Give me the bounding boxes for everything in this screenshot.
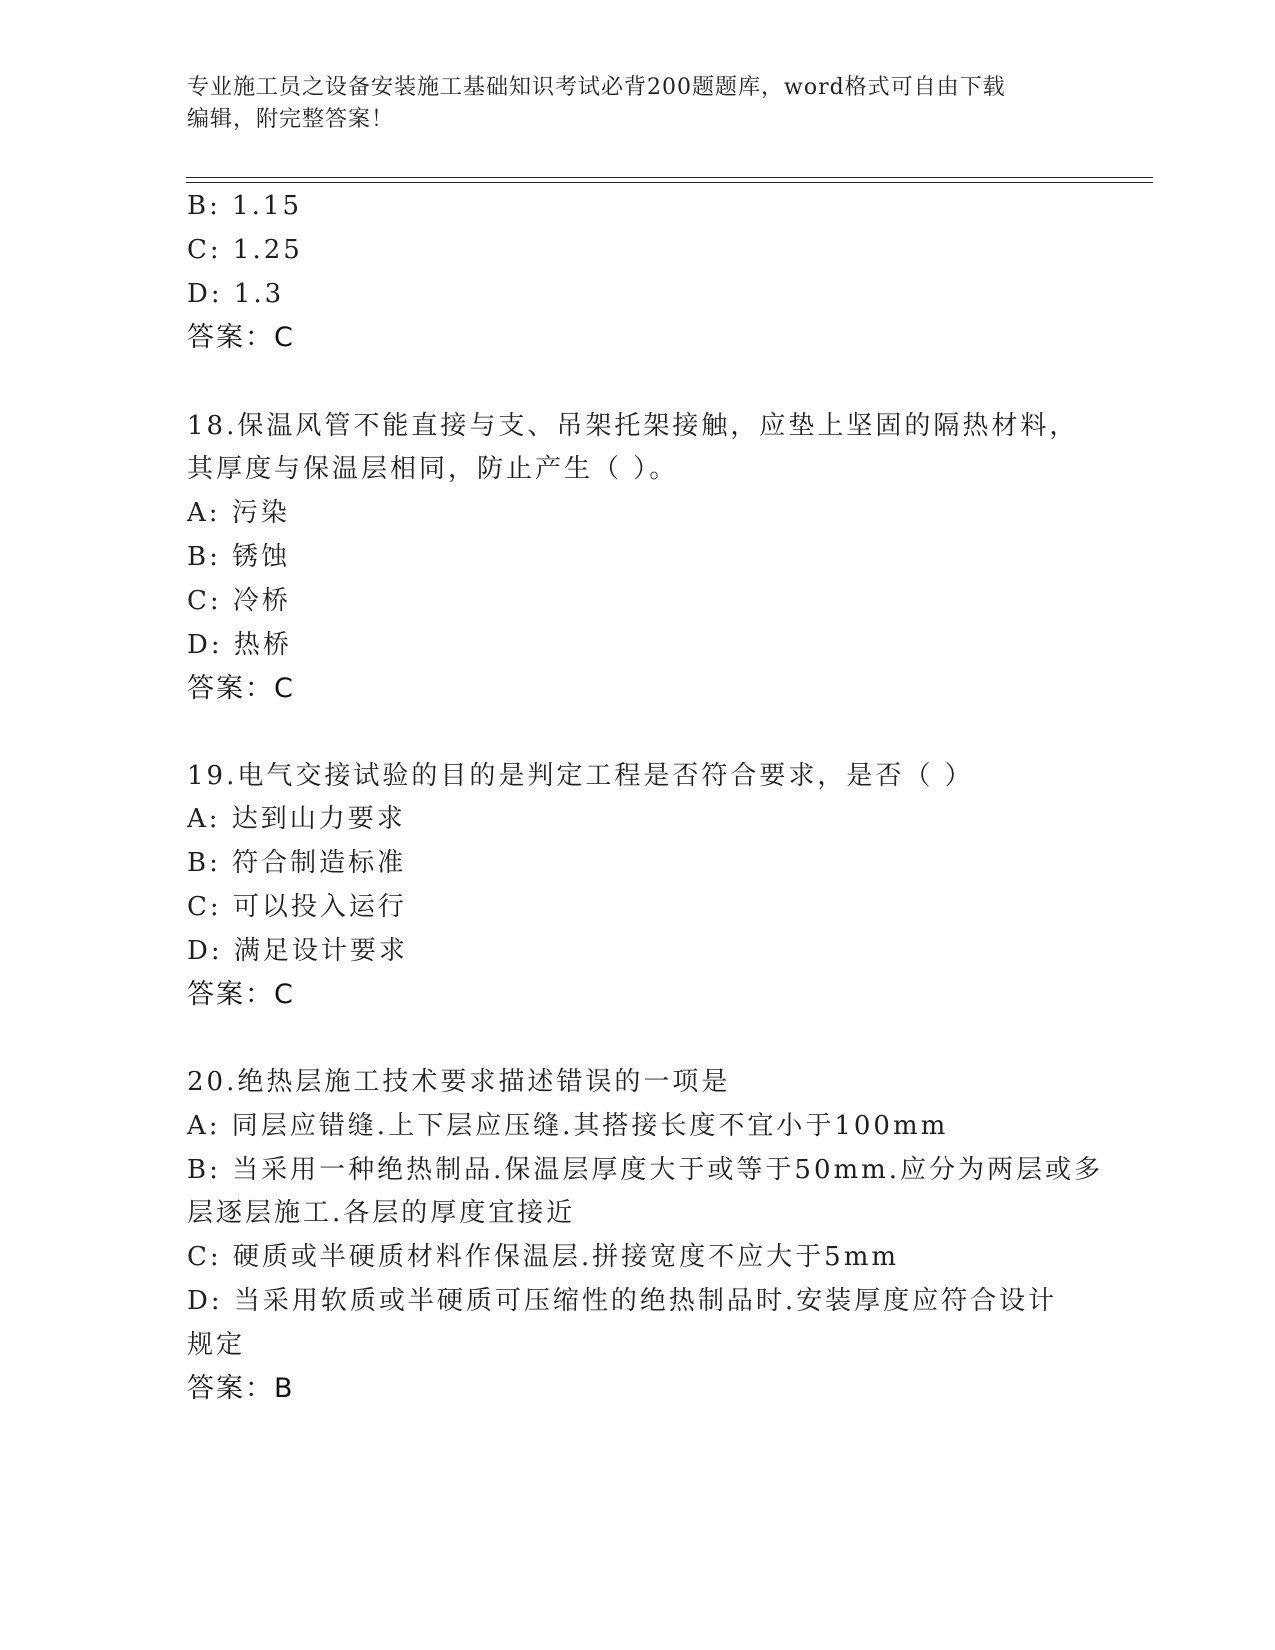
q20-option-c: C: 硬质或半硬质材料作保温层.拼接宽度不应大于5mm: [187, 1242, 900, 1272]
q20-option-b-line-2: 层逐层施工.各层的厚度宜接近: [187, 1198, 576, 1228]
q19-option-d: D: 满足设计要求: [187, 936, 408, 966]
q18-option-b: B: 锈蚀: [187, 542, 291, 572]
q20-option-d-line-2: 规定: [187, 1330, 246, 1360]
header-divider-top: [186, 177, 1153, 178]
q17-option-b: B: 1.15: [187, 191, 303, 221]
q18-option-a: A: 污染: [187, 498, 290, 528]
q20-question: 20.绝热层施工技术要求描述错误的一项是: [187, 1067, 731, 1097]
q19-question: 19.电气交接试验的目的是判定工程是否符合要求，是否（ ）: [187, 761, 974, 791]
q19-option-b: B: 符合制造标准: [187, 848, 407, 878]
q20-option-b-line-1: B: 当采用一种绝热制品.保温层厚度大于或等于50mm.应分为两层或多: [187, 1155, 1104, 1185]
q18-answer: 答案：C: [187, 673, 295, 704]
q18-question-line-1: 18.保温风管不能直接与支、吊架托架接触，应垫上坚固的隔热材料，: [187, 411, 1079, 441]
q18-option-c: C: 冷桥: [187, 586, 291, 616]
q17-answer: 答案：C: [187, 322, 295, 353]
q19-answer: 答案：C: [187, 979, 295, 1010]
page-header: [187, 72, 1067, 136]
header-title-line-1: 专业施工员之设备安装施工基础知识考试必背200题题库，word格式可自由下载: [187, 75, 1006, 100]
q18-question-line-2: 其厚度与保温层相同，防止产生（ ）。: [187, 454, 679, 484]
header-divider-bottom: [186, 182, 1153, 183]
q17-option-d: D: 1.3: [187, 279, 285, 309]
q20-option-d-line-1: D: 当采用软质或半硬质可压缩性的绝热制品时.安装厚度应符合设计: [187, 1286, 1058, 1316]
q20-option-a: A: 同层应错缝.上下层应压缝.其搭接长度不宜小于100mm: [187, 1111, 949, 1141]
header-title-line-2: 编辑，附完整答案！: [187, 107, 395, 132]
q18-option-d: D: 热桥: [187, 630, 292, 660]
q19-option-c: C: 可以投入运行: [187, 892, 407, 922]
q20-answer: 答案：B: [187, 1373, 295, 1404]
q17-option-c: C: 1.25: [187, 235, 303, 265]
q19-option-a: A: 达到山力要求: [187, 804, 406, 834]
